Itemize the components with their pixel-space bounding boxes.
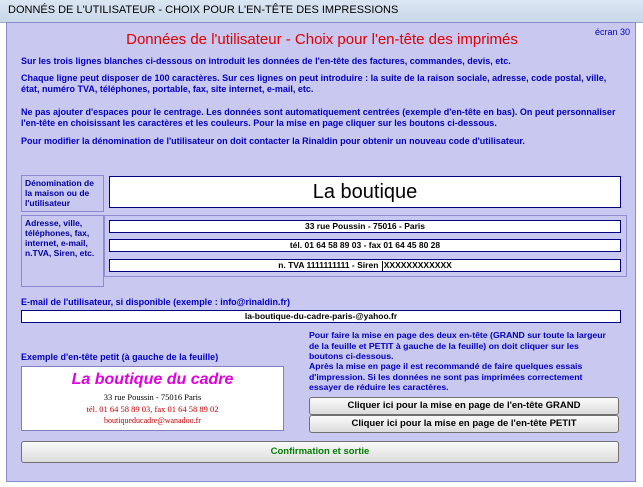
info-paragraph-3: Ne pas ajouter d'espaces pour le centrage. Les données sont automatiquement centrées (exemple d'en-tête en bas). On peut personnaliser l'en-tête en choisissant les caractères et les couleurs. Pour la mise en page cliquer sur les boutons ci-dessous. xyxy=(21,107,616,128)
main-panel xyxy=(6,22,636,482)
denomination-field[interactable]: La boutique xyxy=(109,176,621,208)
layout-grand-button[interactable]: Cliquer ici pour la mise en page de l'en-tête GRAND xyxy=(309,397,619,415)
example-name: La boutique du cadre xyxy=(71,371,234,388)
denomination-label: Dénomination de la maison ou de l'utilisateur xyxy=(21,175,104,212)
window-title: DONNÉS DE L'UTILISATEUR - CHOIX POUR L'EN-TÊTE DES IMPRESSIONS xyxy=(8,4,399,16)
email-field[interactable]: la-boutique-du-cadre-paris-@yahoo.fr xyxy=(21,310,621,323)
email-label: E-mail de l'utilisateur, si disponible (exemple : info@rinaldin.fr) xyxy=(21,297,290,307)
text-cursor xyxy=(382,261,383,271)
info-paragraph-4: Pour modifier la dénomination de l'utilisateur on doit contacter la Rinaldin pour obtenir un nouveau code d'utilisateur. xyxy=(21,136,525,146)
example-line-2: tél. 01 64 58 89 03, fax 01 64 58 89 02 xyxy=(86,404,219,414)
layout-info-2: Après la mise en page il est recommandé de faire quelques essais d'impression. Si les données ne sont pas imprimées correctement essayer de réduire les caractères. xyxy=(309,361,583,392)
example-line-3: boutiqueducadre@wanadoo.fr xyxy=(104,416,201,425)
address-line-1[interactable]: 33 rue Poussin - 75016 - Paris xyxy=(109,220,621,233)
title-bar xyxy=(0,0,643,23)
info-paragraph-1: Sur les trois lignes blanches ci-dessous on introduit les données de l'en-tête des factures, commandes, devis, etc. xyxy=(21,56,511,66)
confirm-exit-button[interactable]: Confirmation et sortie xyxy=(21,441,619,463)
address-line-3-text: n. TVA 1111111111 - Siren xyxy=(278,260,381,270)
example-header-preview xyxy=(21,366,284,431)
example-line-1: 33 rue Poussin - 75016 Paris xyxy=(103,392,202,402)
example-label: Exemple d'en-tête petit (à gauche de la feuille) xyxy=(21,352,219,362)
screen-id: écran 30 xyxy=(595,27,631,37)
address-line-3[interactable] xyxy=(109,259,621,272)
address-label: Adresse, ville, téléphones, fax, internet, e-mail, n.TVA, Siren, etc. xyxy=(21,215,104,287)
info-paragraph-2: Chaque ligne peut disposer de 100 caractères. Sur ces lignes on peut introduire : la suite de la raison sociale, adresse, code postal, ville, état, numéro TVA, téléphones, portable, fax, site internet, e-mail, etc. xyxy=(21,73,607,94)
address-line-3-siren: XXXXXXXXXXXX xyxy=(383,260,452,270)
layout-petit-button[interactable]: Cliquer ici pour la mise en page de l'en-tête PETIT xyxy=(309,415,619,433)
address-line-2[interactable]: tél. 01 64 58 89 03 - fax 01 64 45 80 28 xyxy=(109,239,621,252)
layout-info-1: Pour faire la mise en page des deux en-tête (GRAND sur toute la largeur de la feuille et PETIT à gauche de la feuille) on doit cliquer sur les boutons ci-dessous. xyxy=(309,330,606,361)
page-heading: Données de l'utilisateur - Choix pour l'en-tête des imprimés xyxy=(126,31,518,48)
